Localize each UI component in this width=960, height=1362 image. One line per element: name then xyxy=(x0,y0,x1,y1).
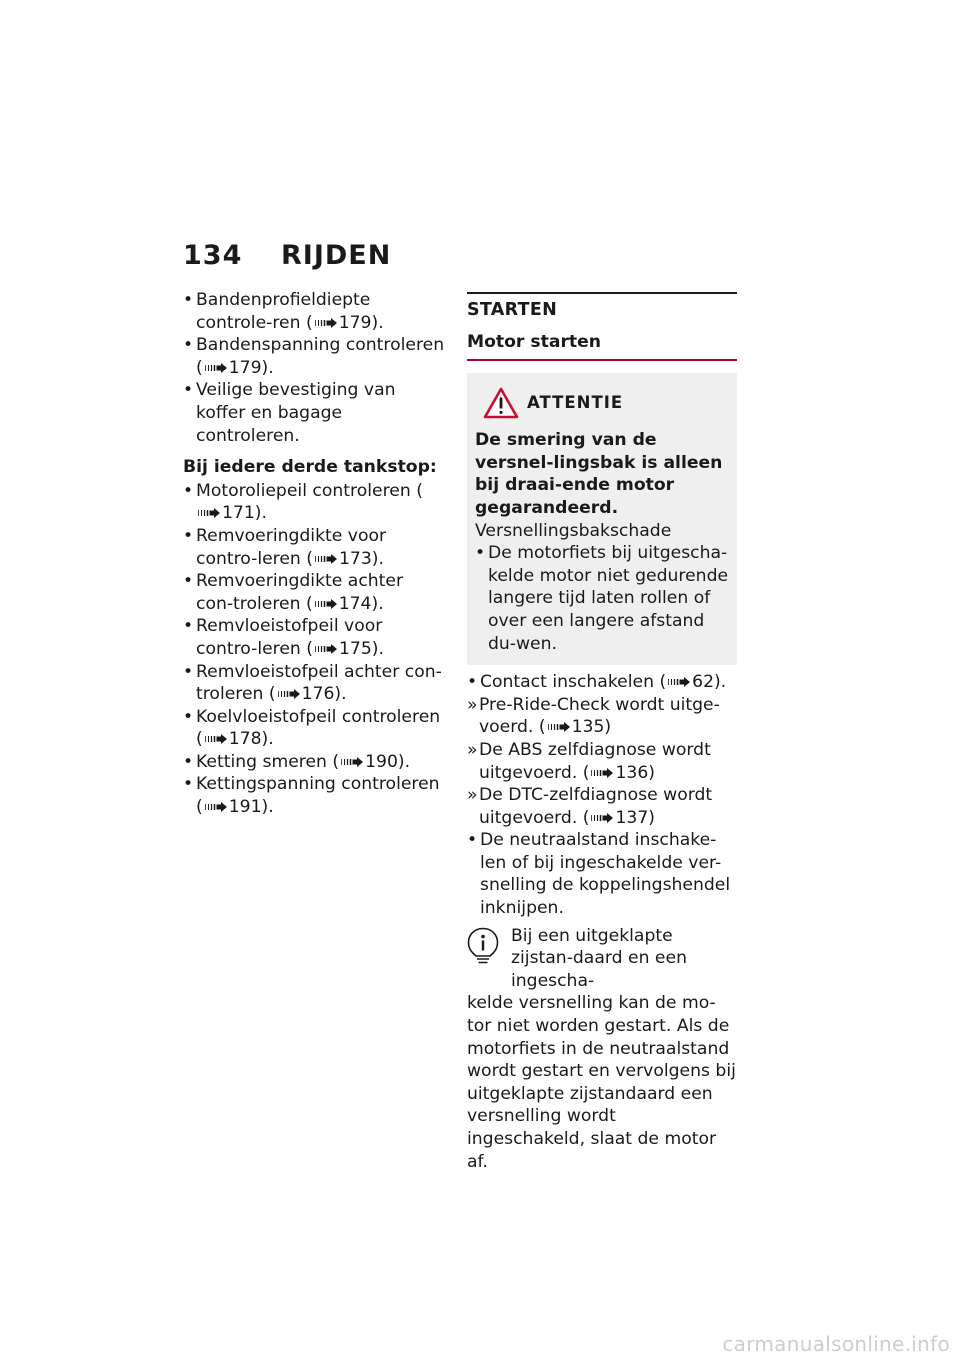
bullet-marker: • xyxy=(475,543,486,564)
reference-arrow-icon xyxy=(590,767,614,779)
reference-arrow-icon xyxy=(314,317,338,329)
bullet-marker: • xyxy=(183,751,194,772)
page-reference: 171). xyxy=(222,503,267,524)
bullet-marker: • xyxy=(467,830,478,851)
reference-arrow-icon xyxy=(667,676,691,688)
result-item xyxy=(467,739,737,784)
list-item-text: Bandenprofieldiepte controle-ren ( xyxy=(196,290,371,333)
page-reference: 173). xyxy=(339,548,384,569)
info-text-first: Bij een uitgeklapte zijstan-daard en een ingescha- xyxy=(511,925,687,991)
list-item xyxy=(183,661,445,706)
page-reference: 190). xyxy=(365,751,411,772)
list-item-text: Veilige bevestiging van koffer en bagage controleren. xyxy=(196,380,396,446)
bullet-marker: • xyxy=(183,380,194,401)
list-item xyxy=(183,773,445,818)
list-item-text: Remvoeringdikte achter con-troleren ( xyxy=(196,571,404,614)
list-item xyxy=(183,525,445,570)
warning-consequence: Versnellingsbakschade xyxy=(475,520,672,541)
bullet-marker: • xyxy=(183,480,194,501)
list-item-text: Remvloeistofpeil achter con-troleren ( xyxy=(196,661,442,705)
bullet-marker: • xyxy=(183,706,194,727)
list-item xyxy=(467,829,737,919)
bullet-marker: • xyxy=(467,672,478,693)
warning-instruction-text: De motorfiets bij uitgescha-kelde motor niet gedurende langere tijd laten rollen of over een langere afstand du-wen. xyxy=(488,543,729,654)
warning-instruction xyxy=(475,542,729,655)
result-marker: » xyxy=(467,739,478,760)
reference-arrow-icon xyxy=(204,362,228,374)
bullet-marker: • xyxy=(183,571,194,592)
page-number: 134 xyxy=(183,240,243,271)
start-steps-list xyxy=(467,671,737,920)
page-header xyxy=(183,240,391,271)
page-reference: 175). xyxy=(339,638,384,659)
list-item-text: Ketting smeren ( xyxy=(196,751,340,772)
reference-arrow-icon xyxy=(340,756,364,768)
list-item-text: Pre-Ride-Check wordt uitge-voerd. ( xyxy=(479,694,720,738)
page-reference: 191). xyxy=(228,797,274,818)
page-reference: 176). xyxy=(301,684,347,705)
list-item-text: Koelvloeistofpeil controleren ( xyxy=(196,706,441,750)
reference-arrow-icon xyxy=(204,801,228,813)
info-icon xyxy=(467,927,499,965)
list-item xyxy=(183,570,445,615)
info-text-rest: kelde versnelling kan de mo-tor niet worden gestart. Als de motorfiets in de neutraalstand wordt gestart en vervolgens bij uitgeklapte zijstandaard een versnelling wordt ingeschakeld, slaat de motor af. xyxy=(467,993,736,1172)
page-reference: 178). xyxy=(228,729,274,750)
list-item xyxy=(183,751,445,774)
subsection-title: Motor starten xyxy=(467,331,602,352)
list-item-text: Motoroliepeil controleren ( xyxy=(196,480,423,501)
page-reference: 135) xyxy=(571,717,612,738)
list-item xyxy=(467,671,737,694)
page-reference: 174). xyxy=(338,593,384,614)
tankstop-list xyxy=(183,480,445,819)
reference-arrow-icon xyxy=(314,598,338,610)
warning-header xyxy=(475,387,729,419)
result-marker: » xyxy=(467,694,478,715)
warning-box xyxy=(467,373,737,665)
warning-statement: De smering van de versnel-lingsbak is alleen bij draai-ende motor gegarandeerd. xyxy=(475,430,723,518)
bullet-marker: • xyxy=(183,335,194,356)
list-item-text: Remvoeringdikte voor contro-leren ( xyxy=(196,525,387,569)
list-item xyxy=(183,480,445,525)
list-item-text: Contact inschakelen ( xyxy=(480,672,667,693)
list-item-text: De DTC-zelfdiagnose wordt uitgevoerd. ( xyxy=(479,785,713,828)
page-reference: 62). xyxy=(692,672,727,693)
page-reference: 179). xyxy=(338,312,384,333)
reference-arrow-icon xyxy=(314,553,338,565)
warning-triangle-icon xyxy=(483,387,519,419)
page-reference: 136) xyxy=(615,762,655,783)
tankstop-subheading: Bij iedere derde tankstop: xyxy=(183,457,437,478)
chapter-title: RIJDEN xyxy=(281,240,392,271)
list-item xyxy=(183,289,445,334)
page-reference: 179). xyxy=(228,357,274,378)
bullet-marker: • xyxy=(183,661,194,682)
reference-arrow-icon xyxy=(547,721,571,733)
warning-label: ATTENTIE xyxy=(527,392,624,412)
list-item xyxy=(183,706,445,751)
result-marker: » xyxy=(467,785,478,806)
bullet-marker: • xyxy=(183,525,194,546)
right-column xyxy=(467,292,737,1173)
section-title: STARTEN xyxy=(467,300,558,320)
list-item-text: Kettingspanning controleren ( xyxy=(196,774,440,818)
section-rule xyxy=(467,292,737,294)
bullet-marker: • xyxy=(183,774,194,795)
left-column xyxy=(183,289,445,819)
page-reference: 137) xyxy=(615,807,655,828)
result-item xyxy=(467,784,737,829)
list-item-text: Remvloeistofpeil voor contro-leren ( xyxy=(196,616,383,659)
result-item xyxy=(467,694,737,739)
reference-arrow-icon xyxy=(590,812,614,824)
reference-arrow-icon xyxy=(277,688,301,700)
list-item-text: De ABS zelfdiagnose wordt uitgevoerd. ( xyxy=(479,739,711,783)
bullet-marker: • xyxy=(183,616,194,637)
list-item xyxy=(183,334,445,379)
reference-arrow-icon xyxy=(197,507,221,519)
maintenance-list xyxy=(183,289,445,447)
bullet-marker: • xyxy=(183,290,194,310)
info-note xyxy=(467,925,737,1174)
reference-arrow-icon xyxy=(204,733,228,745)
watermark: carmanualsonline.info xyxy=(722,1332,950,1356)
list-item-text: Bandenspanning controleren ( xyxy=(196,335,445,378)
reference-arrow-icon xyxy=(314,643,338,655)
list-item xyxy=(183,615,445,660)
list-item-text: De neutraalstand inschake-len of bij ingeschakelde ver-snelling de koppelingshendel inknijpen. xyxy=(480,830,731,919)
list-item xyxy=(183,379,445,447)
